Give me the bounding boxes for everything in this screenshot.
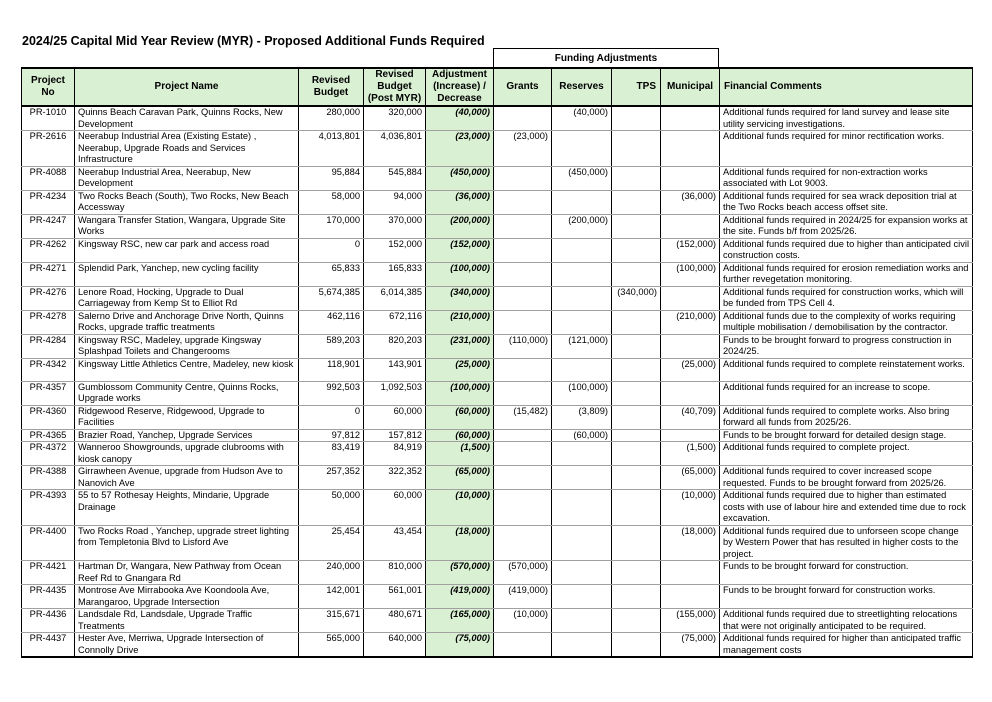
grants-cell [494,310,552,334]
revised-budget-post-cell: 84,919 [364,442,426,466]
table-row [22,633,973,658]
project-number-cell: PR-4278 [22,310,75,334]
revised-budget-post-cell: 43,454 [364,525,426,561]
grants-cell: (23,000) [494,131,552,167]
tps-cell [612,262,661,286]
revised-budget-cell: 142,001 [299,585,364,609]
table-row [22,190,973,214]
tps-cell [612,442,661,466]
project-name-cell: Montrose Ave Mirrabooka Ave Koondoola Ave, Marangaroo, Upgrade Intersection [75,585,299,609]
reserves-cell [552,131,612,167]
municipal-cell: (10,000) [661,490,720,526]
financial-comment-cell: Funds to be brought forward for construction. [720,561,973,585]
grants-cell [494,238,552,262]
project-name-cell: Wangara Transfer Station, Wangara, Upgrade Site Works [75,214,299,238]
revised-budget-cell: 0 [299,238,364,262]
financial-comment-cell: Additional funds required to cover increased scope requested. Funds to be brought forward from 2025/26. [720,466,973,490]
adjustment-cell: (231,000) [426,334,494,358]
col-revised-budget-post: Revised Budget (Post MYR) [364,68,426,106]
project-name-cell: Neerabup Industrial Area, Neerabup, New Development [75,166,299,190]
tps-cell [612,585,661,609]
adjustment-cell: (36,000) [426,190,494,214]
col-revised-budget: Revised Budget [299,68,364,106]
table-header-row [22,68,973,106]
project-number-cell: PR-4262 [22,238,75,262]
reserves-cell [552,442,612,466]
tps-cell [612,310,661,334]
financial-comment-cell: Additional funds required for higher than anticipated traffic management costs [720,633,973,658]
grants-cell [494,633,552,658]
revised-budget-cell: 83,419 [299,442,364,466]
municipal-cell [661,106,720,131]
tps-cell [612,466,661,490]
financial-comment-cell: Funds to be brought forward for detailed design stage. [720,429,973,442]
reserves-cell [552,286,612,310]
municipal-cell: (75,000) [661,633,720,658]
project-number-cell: PR-4436 [22,609,75,633]
project-name-cell: Salerno Drive and Anchorage Drive North, Quinns Rocks, upgrade traffic treatments [75,310,299,334]
revised-budget-cell: 315,671 [299,609,364,633]
revised-budget-post-cell: 94,000 [364,190,426,214]
project-name-cell: Landsdale Rd, Landsdale, Upgrade Traffic Treatments [75,609,299,633]
tps-cell [612,405,661,429]
tps-cell [612,214,661,238]
project-number-cell: PR-4271 [22,262,75,286]
revised-budget-post-cell: 60,000 [364,490,426,526]
grants-cell: (15,482) [494,405,552,429]
reserves-cell: (121,000) [552,334,612,358]
tps-cell [612,131,661,167]
revised-budget-cell: 280,000 [299,106,364,131]
project-name-cell: Neerabup Industrial Area (Existing Estate) , Neerabup, Upgrade Roads and Services Infrastructure [75,131,299,167]
col-grants: Grants [494,68,552,106]
grants-cell [494,106,552,131]
grants-cell: (419,000) [494,585,552,609]
revised-budget-cell: 4,013,801 [299,131,364,167]
revised-budget-post-cell: 1,092,503 [364,381,426,405]
tps-cell [612,334,661,358]
tps-cell [612,106,661,131]
col-project-name: Project Name [75,68,299,106]
grants-cell: (10,000) [494,609,552,633]
project-number-cell: PR-4400 [22,525,75,561]
adjustment-cell: (1,500) [426,442,494,466]
revised-budget-post-cell: 480,671 [364,609,426,633]
revised-budget-cell: 58,000 [299,190,364,214]
revised-budget-cell: 565,000 [299,633,364,658]
table-row [22,561,973,585]
project-name-cell: Brazier Road, Yanchep, Upgrade Services [75,429,299,442]
revised-budget-cell: 95,884 [299,166,364,190]
municipal-cell [661,561,720,585]
grants-cell: (570,000) [494,561,552,585]
project-number-cell: PR-4393 [22,490,75,526]
col-municipal: Municipal [661,68,720,106]
project-name-cell: Splendid Park, Yanchep, new cycling facility [75,262,299,286]
financial-comment-cell: Additional funds required in 2024/25 for expansion works at the site. Funds b/f from 2025/26. [720,214,973,238]
table-row [22,525,973,561]
municipal-cell: (36,000) [661,190,720,214]
municipal-cell: (100,000) [661,262,720,286]
tps-cell [612,166,661,190]
table-row [22,466,973,490]
grants-cell [494,358,552,381]
reserves-cell [552,310,612,334]
financial-comment-cell: Additional funds required for construction works, which will be funded from TPS Cell 4. [720,286,973,310]
municipal-cell [661,214,720,238]
tps-cell [612,358,661,381]
project-name-cell: Two Rocks Road , Yanchep, upgrade street lighting from Templetonia Blvd to Lisford Ave [75,525,299,561]
revised-budget-cell: 589,203 [299,334,364,358]
revised-budget-cell: 0 [299,405,364,429]
reserves-cell [552,466,612,490]
funding-adjustments-header: Funding Adjustments [493,48,719,67]
page-title: 2024/25 Capital Mid Year Review (MYR) - Proposed Additional Funds Required [22,34,485,48]
reserves-cell [552,585,612,609]
revised-budget-cell: 257,352 [299,466,364,490]
table-row [22,358,973,381]
project-number-cell: PR-4284 [22,334,75,358]
revised-budget-cell: 170,000 [299,214,364,238]
municipal-cell: (1,500) [661,442,720,466]
reserves-cell [552,609,612,633]
revised-budget-post-cell: 810,000 [364,561,426,585]
reserves-cell: (3,809) [552,405,612,429]
project-number-cell: PR-2616 [22,131,75,167]
adjustment-cell: (25,000) [426,358,494,381]
col-reserves: Reserves [552,68,612,106]
adjustment-cell: (340,000) [426,286,494,310]
table-body [22,106,973,657]
table-row [22,381,973,405]
revised-budget-cell: 65,833 [299,262,364,286]
table-row [22,238,973,262]
municipal-cell [661,286,720,310]
table-row [22,214,973,238]
table-row [22,585,973,609]
financial-comment-cell: Additional funds required for an increase to scope. [720,381,973,405]
revised-budget-cell: 992,503 [299,381,364,405]
revised-budget-post-cell: 561,001 [364,585,426,609]
project-number-cell: PR-4435 [22,585,75,609]
project-name-cell: Wanneroo Showgrounds, upgrade clubrooms with kiosk canopy [75,442,299,466]
financial-comment-cell: Additional funds required for land survey and lease site utility servicing investigations. [720,106,973,131]
adjustment-cell: (570,000) [426,561,494,585]
project-number-cell: PR-4372 [22,442,75,466]
grants-cell [494,214,552,238]
adjustment-cell: (152,000) [426,238,494,262]
revised-budget-post-cell: 545,884 [364,166,426,190]
table-row [22,131,973,167]
municipal-cell: (18,000) [661,525,720,561]
financial-comment-cell: Additional funds required to complete works. Also bring forward all funds from 2025/26. [720,405,973,429]
reserves-cell [552,190,612,214]
project-number-cell: PR-4388 [22,466,75,490]
project-name-cell: Gumblossom Community Centre, Quinns Rocks, Upgrade works [75,381,299,405]
municipal-cell: (25,000) [661,358,720,381]
grants-cell [494,429,552,442]
adjustment-cell: (450,000) [426,166,494,190]
revised-budget-post-cell: 820,203 [364,334,426,358]
project-number-cell: PR-4342 [22,358,75,381]
reserves-cell [552,525,612,561]
revised-budget-post-cell: 143,901 [364,358,426,381]
col-adjustment: Adjustment (Increase) / Decrease [426,68,494,106]
grants-cell [494,466,552,490]
revised-budget-post-cell: 322,352 [364,466,426,490]
reserves-cell [552,358,612,381]
grants-cell [494,490,552,526]
tps-cell [612,429,661,442]
municipal-cell [661,166,720,190]
financial-comment-cell: Additional funds required due to higher than anticipated civil construction costs. [720,238,973,262]
col-financial-comments: Financial Comments [720,68,973,106]
project-number-cell: PR-4247 [22,214,75,238]
revised-budget-cell: 462,116 [299,310,364,334]
col-project-no: Project No [22,68,75,106]
revised-budget-post-cell: 6,014,385 [364,286,426,310]
reserves-cell [552,561,612,585]
revised-budget-post-cell: 370,000 [364,214,426,238]
project-number-cell: PR-4437 [22,633,75,658]
adjustment-cell: (200,000) [426,214,494,238]
table-row [22,106,973,131]
adjustment-cell: (419,000) [426,585,494,609]
adjustment-cell: (60,000) [426,405,494,429]
revised-budget-cell: 97,812 [299,429,364,442]
municipal-cell [661,381,720,405]
revised-budget-cell: 118,901 [299,358,364,381]
tps-cell [612,609,661,633]
table-row [22,166,973,190]
adjustment-cell: (100,000) [426,381,494,405]
project-name-cell: Kingsway RSC, new car park and access road [75,238,299,262]
table-row [22,429,973,442]
financial-comment-cell: Additional funds required due to unforseen scope change by Western Power that has resulted in higher costs to the project. [720,525,973,561]
tps-cell: (340,000) [612,286,661,310]
table-row [22,490,973,526]
adjustment-cell: (60,000) [426,429,494,442]
project-name-cell: Hester Ave, Merriwa, Upgrade Intersection of Connolly Drive [75,633,299,658]
table-row [22,334,973,358]
grants-cell: (110,000) [494,334,552,358]
project-number-cell: PR-4088 [22,166,75,190]
grants-cell [494,381,552,405]
project-name-cell: Hartman Dr, Wangara, New Pathway from Ocean Reef Rd to Gnangara Rd [75,561,299,585]
adjustment-cell: (210,000) [426,310,494,334]
tps-cell [612,633,661,658]
project-name-cell: 55 to 57 Rothesay Heights, Mindarie, Upgrade Drainage [75,490,299,526]
project-name-cell: Quinns Beach Caravan Park, Quinns Rocks, New Development [75,106,299,131]
financial-comment-cell: Funds to be brought forward for construction works. [720,585,973,609]
adjustment-cell: (40,000) [426,106,494,131]
municipal-cell: (155,000) [661,609,720,633]
financial-comment-cell: Additional funds required for erosion remediation works and further revegetation monitoring. [720,262,973,286]
tps-cell [612,525,661,561]
revised-budget-cell: 5,674,385 [299,286,364,310]
project-number-cell: PR-1010 [22,106,75,131]
municipal-cell [661,131,720,167]
reserves-cell [552,633,612,658]
table-row [22,310,973,334]
tps-cell [612,381,661,405]
revised-budget-post-cell: 60,000 [364,405,426,429]
financial-comment-cell: Additional funds due to the complexity of works requiring multiple mobilisation / demobilisation by the contractor. [720,310,973,334]
tps-cell [612,490,661,526]
grants-cell [494,442,552,466]
financial-comment-cell: Additional funds required due to higher than estimated costs with use of labour hire and extended time due to rock excavation. [720,490,973,526]
project-name-cell: Ridgewood Reserve, Ridgewood, Upgrade to Facilities [75,405,299,429]
adjustment-cell: (100,000) [426,262,494,286]
reserves-cell: (60,000) [552,429,612,442]
municipal-cell: (152,000) [661,238,720,262]
table-row [22,262,973,286]
financial-comment-cell: Additional funds required for minor rectification works. [720,131,973,167]
municipal-cell: (40,709) [661,405,720,429]
adjustment-cell: (10,000) [426,490,494,526]
table-row [22,442,973,466]
municipal-cell [661,429,720,442]
revised-budget-post-cell: 672,116 [364,310,426,334]
reserves-cell: (450,000) [552,166,612,190]
financial-comment-cell: Funds to be brought forward to progress construction in 2024/25. [720,334,973,358]
grants-cell [494,166,552,190]
revised-budget-post-cell: 157,812 [364,429,426,442]
project-number-cell: PR-4276 [22,286,75,310]
reserves-cell: (200,000) [552,214,612,238]
municipal-cell: (210,000) [661,310,720,334]
grants-cell [494,262,552,286]
project-name-cell: Kingsway Little Athletics Centre, Madeley, new kiosk [75,358,299,381]
project-number-cell: PR-4365 [22,429,75,442]
reserves-cell [552,490,612,526]
col-tps: TPS [612,68,661,106]
financial-comment-cell: Additional funds required for sea wrack deposition trial at the Two Rocks beach access offset site. [720,190,973,214]
table-row [22,405,973,429]
reserves-cell [552,262,612,286]
table-row [22,609,973,633]
municipal-cell [661,585,720,609]
revised-budget-post-cell: 640,000 [364,633,426,658]
municipal-cell: (65,000) [661,466,720,490]
revised-budget-cell: 240,000 [299,561,364,585]
project-name-cell: Lenore Road, Hocking, Upgrade to Dual Carriageway from Kemp St to Elliot Rd [75,286,299,310]
grants-cell [494,190,552,214]
financial-comment-cell: Additional funds required for non-extraction works associated with Lot 9003. [720,166,973,190]
reserves-cell [552,238,612,262]
project-number-cell: PR-4357 [22,381,75,405]
project-name-cell: Girrawheen Avenue, upgrade from Hudson Ave to Nanovich Ave [75,466,299,490]
project-name-cell: Two Rocks Beach (South), Two Rocks, New Beach Accessway [75,190,299,214]
reserves-cell: (40,000) [552,106,612,131]
financial-comment-cell: Additional funds required due to streetlighting relocations that were not originally anticipated to be required. [720,609,973,633]
project-number-cell: PR-4421 [22,561,75,585]
adjustment-cell: (18,000) [426,525,494,561]
grants-cell [494,525,552,561]
tps-cell [612,190,661,214]
adjustment-cell: (165,000) [426,609,494,633]
project-number-cell: PR-4360 [22,405,75,429]
revised-budget-post-cell: 152,000 [364,238,426,262]
tps-cell [612,561,661,585]
tps-cell [612,238,661,262]
adjustment-cell: (65,000) [426,466,494,490]
project-number-cell: PR-4234 [22,190,75,214]
project-name-cell: Kingsway RSC, Madeley, upgrade Kingsway Splashpad Toilets and Changerooms [75,334,299,358]
financial-comment-cell: Additional funds required to complete project. [720,442,973,466]
table-row [22,286,973,310]
adjustment-cell: (23,000) [426,131,494,167]
revised-budget-post-cell: 165,833 [364,262,426,286]
capital-review-table [21,67,973,658]
municipal-cell [661,334,720,358]
revised-budget-cell: 50,000 [299,490,364,526]
reserves-cell: (100,000) [552,381,612,405]
financial-comment-cell: Additional funds required to complete reinstatement works. [720,358,973,381]
adjustment-cell: (75,000) [426,633,494,658]
revised-budget-post-cell: 4,036,801 [364,131,426,167]
grants-cell [494,286,552,310]
revised-budget-post-cell: 320,000 [364,106,426,131]
revised-budget-cell: 25,454 [299,525,364,561]
